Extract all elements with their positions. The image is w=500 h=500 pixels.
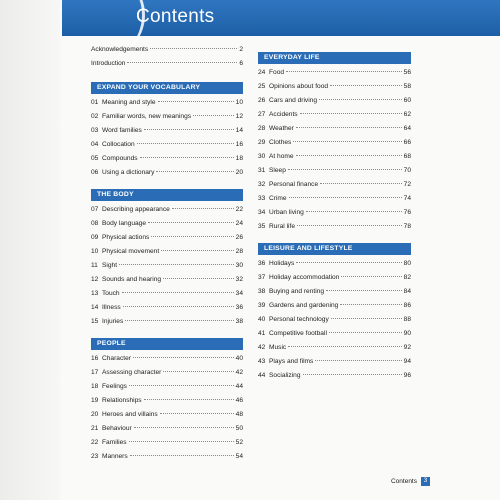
toc-entry[interactable] bbox=[91, 141, 243, 155]
toc-entry-page: 20 bbox=[235, 169, 243, 176]
dot-leader bbox=[134, 427, 234, 428]
toc-entry-label: Buying and renting bbox=[269, 288, 324, 295]
toc-entry-number: 03 bbox=[91, 127, 99, 134]
toc-entry-label: Meaning and style bbox=[102, 99, 156, 106]
dot-leader bbox=[300, 113, 402, 114]
toc-entry-number: 09 bbox=[91, 234, 99, 241]
toc-entry-page: 56 bbox=[403, 69, 411, 76]
toc-entry-number: 26 bbox=[258, 97, 266, 104]
footer-label: Contents bbox=[390, 478, 417, 485]
toc-entry-number: 11 bbox=[91, 262, 98, 269]
toc-entry-number: 19 bbox=[91, 397, 99, 404]
toc-entry[interactable] bbox=[258, 111, 411, 125]
toc-entry-number: 31 bbox=[258, 167, 266, 174]
toc-entry[interactable] bbox=[91, 46, 243, 60]
toc-entry-number: 37 bbox=[258, 274, 266, 281]
toc-entry-label: Assessing character bbox=[102, 369, 162, 376]
dot-leader bbox=[119, 264, 234, 265]
toc-entry-number: 41 bbox=[258, 330, 266, 337]
toc-entry-label: Character bbox=[102, 355, 131, 362]
dot-leader bbox=[156, 171, 233, 172]
toc-entry[interactable] bbox=[91, 397, 243, 411]
toc-entry-page: 24 bbox=[235, 220, 243, 227]
spacer bbox=[91, 74, 243, 76]
toc-entry-page: 62 bbox=[403, 111, 411, 118]
toc-entry[interactable] bbox=[258, 69, 411, 83]
toc-entry-page: 10 bbox=[235, 99, 243, 106]
toc-entry[interactable] bbox=[91, 276, 243, 290]
toc-entry-number: 21 bbox=[91, 425, 99, 432]
toc-entry-number: 08 bbox=[91, 220, 99, 227]
footer-page-number: 3 bbox=[421, 477, 430, 486]
toc-entry[interactable] bbox=[91, 60, 243, 74]
toc-entry[interactable] bbox=[91, 99, 243, 113]
toc-entry-page: 32 bbox=[235, 276, 243, 283]
page-gutter-shadow bbox=[0, 0, 60, 500]
toc-entry-page: 92 bbox=[403, 344, 411, 351]
page-title: Contents bbox=[136, 6, 215, 27]
dot-leader bbox=[123, 306, 234, 307]
toc-entry[interactable] bbox=[258, 316, 411, 330]
toc-entry-page: 18 bbox=[235, 155, 243, 162]
toc-entry-label: Injuries bbox=[102, 318, 124, 325]
toc-entry[interactable] bbox=[91, 113, 243, 127]
toc-entry-number: 33 bbox=[258, 195, 266, 202]
toc-entry-number: 30 bbox=[258, 153, 266, 160]
toc-entry-number: 17 bbox=[91, 369, 99, 376]
toc-entry-label: Personal finance bbox=[269, 181, 319, 188]
toc-entry-page: 70 bbox=[403, 167, 411, 174]
toc-entry-page: 6 bbox=[239, 60, 243, 67]
dot-leader bbox=[150, 48, 237, 49]
toc-entry-page: 2 bbox=[239, 46, 243, 53]
toc-entry-label: Sounds and hearing bbox=[102, 276, 162, 283]
toc-entry-number: 38 bbox=[258, 288, 266, 295]
toc-entry[interactable] bbox=[91, 304, 243, 318]
dot-leader bbox=[296, 127, 402, 128]
toc-entry-number: 40 bbox=[258, 316, 266, 323]
dot-leader bbox=[341, 276, 401, 277]
section-heading: EVERYDAY LIFE bbox=[258, 52, 411, 64]
toc-entry[interactable] bbox=[91, 439, 243, 453]
toc-entry-label: Opinions about food bbox=[269, 83, 329, 90]
toc-entry-label: Gardens and gardening bbox=[269, 302, 339, 309]
toc-entry-page: 84 bbox=[403, 288, 411, 295]
toc-entry[interactable] bbox=[91, 234, 243, 248]
toc-entry-number: 13 bbox=[91, 290, 99, 297]
toc-entry-page: 82 bbox=[403, 274, 411, 281]
dot-leader bbox=[129, 385, 234, 386]
toc-entry-page: 22 bbox=[235, 206, 243, 213]
toc-entry[interactable] bbox=[258, 97, 411, 111]
toc-entry[interactable] bbox=[91, 290, 243, 304]
toc-entry-label: Families bbox=[102, 439, 127, 446]
toc-entry-page: 34 bbox=[235, 290, 243, 297]
dot-leader bbox=[144, 129, 234, 130]
dot-leader bbox=[288, 346, 401, 347]
toc-entry-page: 50 bbox=[235, 425, 243, 432]
toc-entry[interactable] bbox=[258, 125, 411, 139]
toc-entry[interactable] bbox=[91, 155, 243, 169]
toc-entry[interactable] bbox=[258, 181, 411, 195]
toc-entry-label: At home bbox=[269, 153, 294, 160]
toc-entry[interactable] bbox=[91, 425, 243, 439]
toc-entry-page: 42 bbox=[235, 369, 243, 376]
toc-entry-number: 04 bbox=[91, 141, 99, 148]
toc-entry-number: 24 bbox=[258, 69, 266, 76]
toc-entry-label: Sleep bbox=[269, 167, 286, 174]
toc-entry-number: 16 bbox=[91, 355, 99, 362]
dot-leader bbox=[296, 262, 401, 263]
section-heading: PEOPLE bbox=[91, 338, 243, 350]
dot-leader bbox=[127, 62, 237, 63]
dot-leader bbox=[289, 197, 402, 198]
dot-leader bbox=[193, 115, 234, 116]
dot-leader bbox=[163, 278, 234, 279]
toc-entry-number: 10 bbox=[91, 248, 99, 255]
toc-entry-label: Sight bbox=[102, 262, 118, 269]
toc-entry-page: 94 bbox=[403, 358, 411, 365]
toc-entry[interactable] bbox=[258, 195, 411, 209]
toc-entry[interactable] bbox=[258, 153, 411, 167]
toc-entry[interactable] bbox=[258, 223, 411, 237]
toc-entry-page: 80 bbox=[403, 260, 411, 267]
toc-entry-label: Plays and films bbox=[269, 358, 314, 365]
toc-entry-page: 48 bbox=[235, 411, 243, 418]
toc-entry-label: Weather bbox=[269, 125, 294, 132]
dot-leader bbox=[297, 225, 402, 226]
dot-leader bbox=[306, 211, 402, 212]
toc-entry[interactable] bbox=[258, 139, 411, 153]
dot-leader bbox=[329, 332, 402, 333]
toc-entry-page: 72 bbox=[403, 181, 411, 188]
dot-leader bbox=[331, 318, 402, 319]
toc-entry[interactable] bbox=[258, 83, 411, 97]
toc-entry-label: Manners bbox=[102, 453, 128, 460]
toc-entry[interactable] bbox=[91, 369, 243, 383]
toc-entry-label: Crime bbox=[269, 195, 287, 202]
toc-entry-number: 39 bbox=[258, 302, 266, 309]
toc-entry-page: 66 bbox=[403, 139, 411, 146]
toc-entry-number: 01 bbox=[91, 99, 99, 106]
dot-leader bbox=[151, 236, 233, 237]
dot-leader bbox=[163, 371, 233, 372]
toc-entry-page: 90 bbox=[403, 330, 411, 337]
dot-leader bbox=[326, 290, 402, 291]
toc-entry-number: 35 bbox=[258, 223, 266, 230]
dot-leader bbox=[122, 292, 234, 293]
toc-entry[interactable] bbox=[258, 358, 411, 372]
dot-leader bbox=[158, 101, 234, 102]
toc-entry-number: 15 bbox=[91, 318, 99, 325]
dot-leader bbox=[288, 169, 402, 170]
section-heading: THE BODY bbox=[91, 189, 243, 201]
toc-entry[interactable] bbox=[91, 453, 243, 467]
toc-entry-number: 23 bbox=[91, 453, 99, 460]
right-column bbox=[258, 46, 411, 386]
toc-entry-label: Physical actions bbox=[102, 234, 150, 241]
toc-entry-number: 20 bbox=[91, 411, 99, 418]
toc-entry-page: 78 bbox=[403, 223, 411, 230]
toc-entry-number: 43 bbox=[258, 358, 266, 365]
toc-entry-label: Rural life bbox=[269, 223, 296, 230]
toc-entry-label: Urban living bbox=[269, 209, 304, 216]
dot-leader bbox=[293, 141, 401, 142]
dot-leader bbox=[160, 413, 234, 414]
toc-entry-number: 34 bbox=[258, 209, 266, 216]
toc-entry[interactable] bbox=[258, 209, 411, 223]
dot-leader bbox=[172, 208, 234, 209]
toc-entry-page: 64 bbox=[403, 125, 411, 132]
toc-entry-page: 60 bbox=[403, 97, 411, 104]
toc-entry-page: 74 bbox=[403, 195, 411, 202]
toc-entry-number: 12 bbox=[91, 276, 99, 283]
toc-entry-page: 68 bbox=[403, 153, 411, 160]
toc-entry-page: 88 bbox=[403, 316, 411, 323]
toc-entry-page: 16 bbox=[235, 141, 243, 148]
dot-leader bbox=[319, 99, 402, 100]
toc-entry[interactable] bbox=[91, 248, 243, 262]
toc-entry[interactable] bbox=[91, 127, 243, 141]
toc-entry[interactable] bbox=[91, 220, 243, 234]
toc-entry-label: Illness bbox=[102, 304, 121, 311]
toc-entry-page: 30 bbox=[235, 262, 243, 269]
toc-entry[interactable] bbox=[91, 206, 243, 220]
toc-entry-label: Holidays bbox=[269, 260, 295, 267]
toc-entry-page: 86 bbox=[403, 302, 411, 309]
toc-entry-number: 05 bbox=[91, 155, 99, 162]
toc-entry-page: 58 bbox=[403, 83, 411, 90]
toc-entry-number: 25 bbox=[258, 83, 266, 90]
toc-entry[interactable] bbox=[258, 274, 411, 288]
toc-entry[interactable] bbox=[258, 330, 411, 344]
section-heading: LEISURE AND LIFESTYLE bbox=[258, 243, 411, 255]
left-column bbox=[91, 46, 243, 467]
toc-entry-label: Introduction bbox=[91, 60, 126, 67]
toc-entry-label: Socializing bbox=[269, 372, 301, 379]
toc-entry-label: Physical movement bbox=[102, 248, 160, 255]
dot-leader bbox=[161, 250, 233, 251]
toc-entry-page: 52 bbox=[235, 439, 243, 446]
toc-entry-page: 36 bbox=[235, 304, 243, 311]
dot-leader bbox=[140, 157, 234, 158]
dot-leader bbox=[125, 320, 233, 321]
toc-entry-page: 26 bbox=[235, 234, 243, 241]
dot-leader bbox=[137, 143, 234, 144]
dot-leader bbox=[129, 441, 234, 442]
toc-entry-label: Acknowledgements bbox=[91, 46, 149, 53]
toc-entry-label: Compounds bbox=[102, 155, 138, 162]
toc-entry[interactable] bbox=[258, 288, 411, 302]
dot-leader bbox=[148, 222, 234, 223]
toc-entry-label: Holiday accommodation bbox=[269, 274, 340, 281]
toc-entry-label: Music bbox=[269, 344, 287, 351]
toc-entry-number: 44 bbox=[258, 372, 266, 379]
toc-entry-page: 54 bbox=[235, 453, 243, 460]
toc-entry-label: Using a dictionary bbox=[102, 169, 155, 176]
toc-entry-number: 36 bbox=[258, 260, 266, 267]
toc-entry-page: 76 bbox=[403, 209, 411, 216]
toc-entry-number: 28 bbox=[258, 125, 266, 132]
dot-leader bbox=[340, 304, 401, 305]
toc-entry-page: 12 bbox=[235, 113, 243, 120]
dot-leader bbox=[133, 357, 234, 358]
toc-entry-label: Food bbox=[269, 69, 285, 76]
toc-entry-label: Relationships bbox=[102, 397, 142, 404]
dot-leader bbox=[315, 360, 401, 361]
toc-entry-page: 28 bbox=[235, 248, 243, 255]
toc-entry-label: Clothes bbox=[269, 139, 292, 146]
toc-entry-page: 96 bbox=[403, 372, 411, 379]
toc-entry-number: 42 bbox=[258, 344, 266, 351]
toc-entry[interactable] bbox=[91, 411, 243, 425]
toc-entry-number: 27 bbox=[258, 111, 266, 118]
toc-entry-page: 40 bbox=[235, 355, 243, 362]
dot-leader bbox=[320, 183, 402, 184]
toc-entry-label: Touch bbox=[102, 290, 120, 297]
toc-entry-number: 32 bbox=[258, 181, 266, 188]
toc-entry-number: 18 bbox=[91, 383, 99, 390]
toc-entry[interactable] bbox=[91, 355, 243, 369]
toc-entry-label: Describing appearance bbox=[102, 206, 170, 213]
toc-entry-number: 07 bbox=[91, 206, 99, 213]
toc-entry[interactable] bbox=[91, 318, 243, 332]
dot-leader bbox=[330, 85, 402, 86]
dot-leader bbox=[303, 374, 402, 375]
toc-entry-page: 38 bbox=[235, 318, 243, 325]
toc-entry-label: Personal technology bbox=[269, 316, 329, 323]
toc-entry[interactable] bbox=[91, 262, 243, 276]
toc-entry-label: Familiar words, new meanings bbox=[102, 113, 192, 120]
toc-entry[interactable] bbox=[258, 372, 411, 386]
dot-leader bbox=[296, 155, 402, 156]
toc-entry-label: Collocation bbox=[102, 141, 135, 148]
toc-entry-label: Feelings bbox=[102, 383, 127, 390]
toc-entry-number: 29 bbox=[258, 139, 266, 146]
toc-entry[interactable] bbox=[91, 169, 243, 183]
toc-entry-label: Cars and driving bbox=[269, 97, 318, 104]
toc-entry[interactable] bbox=[91, 383, 243, 397]
dot-leader bbox=[144, 399, 234, 400]
toc-entry-label: Competitive football bbox=[269, 330, 327, 337]
toc-entry-number: 14 bbox=[91, 304, 99, 311]
toc-entry[interactable] bbox=[258, 344, 411, 358]
toc-entry-number: 06 bbox=[91, 169, 99, 176]
toc-entry[interactable] bbox=[258, 167, 411, 181]
toc-entry-number: 02 bbox=[91, 113, 99, 120]
toc-entry-page: 44 bbox=[235, 383, 243, 390]
toc-entry-label: Heroes and villains bbox=[102, 411, 158, 418]
page-footer bbox=[391, 477, 430, 486]
toc-entry-page: 14 bbox=[235, 127, 243, 134]
toc-entry-label: Body language bbox=[102, 220, 146, 227]
toc-entry[interactable] bbox=[258, 302, 411, 316]
dot-leader bbox=[130, 455, 234, 456]
toc-entry-label: Accidents bbox=[269, 111, 298, 118]
toc-entry[interactable] bbox=[258, 260, 411, 274]
dot-leader bbox=[286, 71, 402, 72]
toc-entry-number: 22 bbox=[91, 439, 99, 446]
toc-entry-label: Behaviour bbox=[102, 425, 132, 432]
toc-entry-page: 46 bbox=[235, 397, 243, 404]
toc-entry-label: Word families bbox=[102, 127, 142, 134]
section-heading: EXPAND YOUR VOCABULARY bbox=[91, 82, 243, 94]
